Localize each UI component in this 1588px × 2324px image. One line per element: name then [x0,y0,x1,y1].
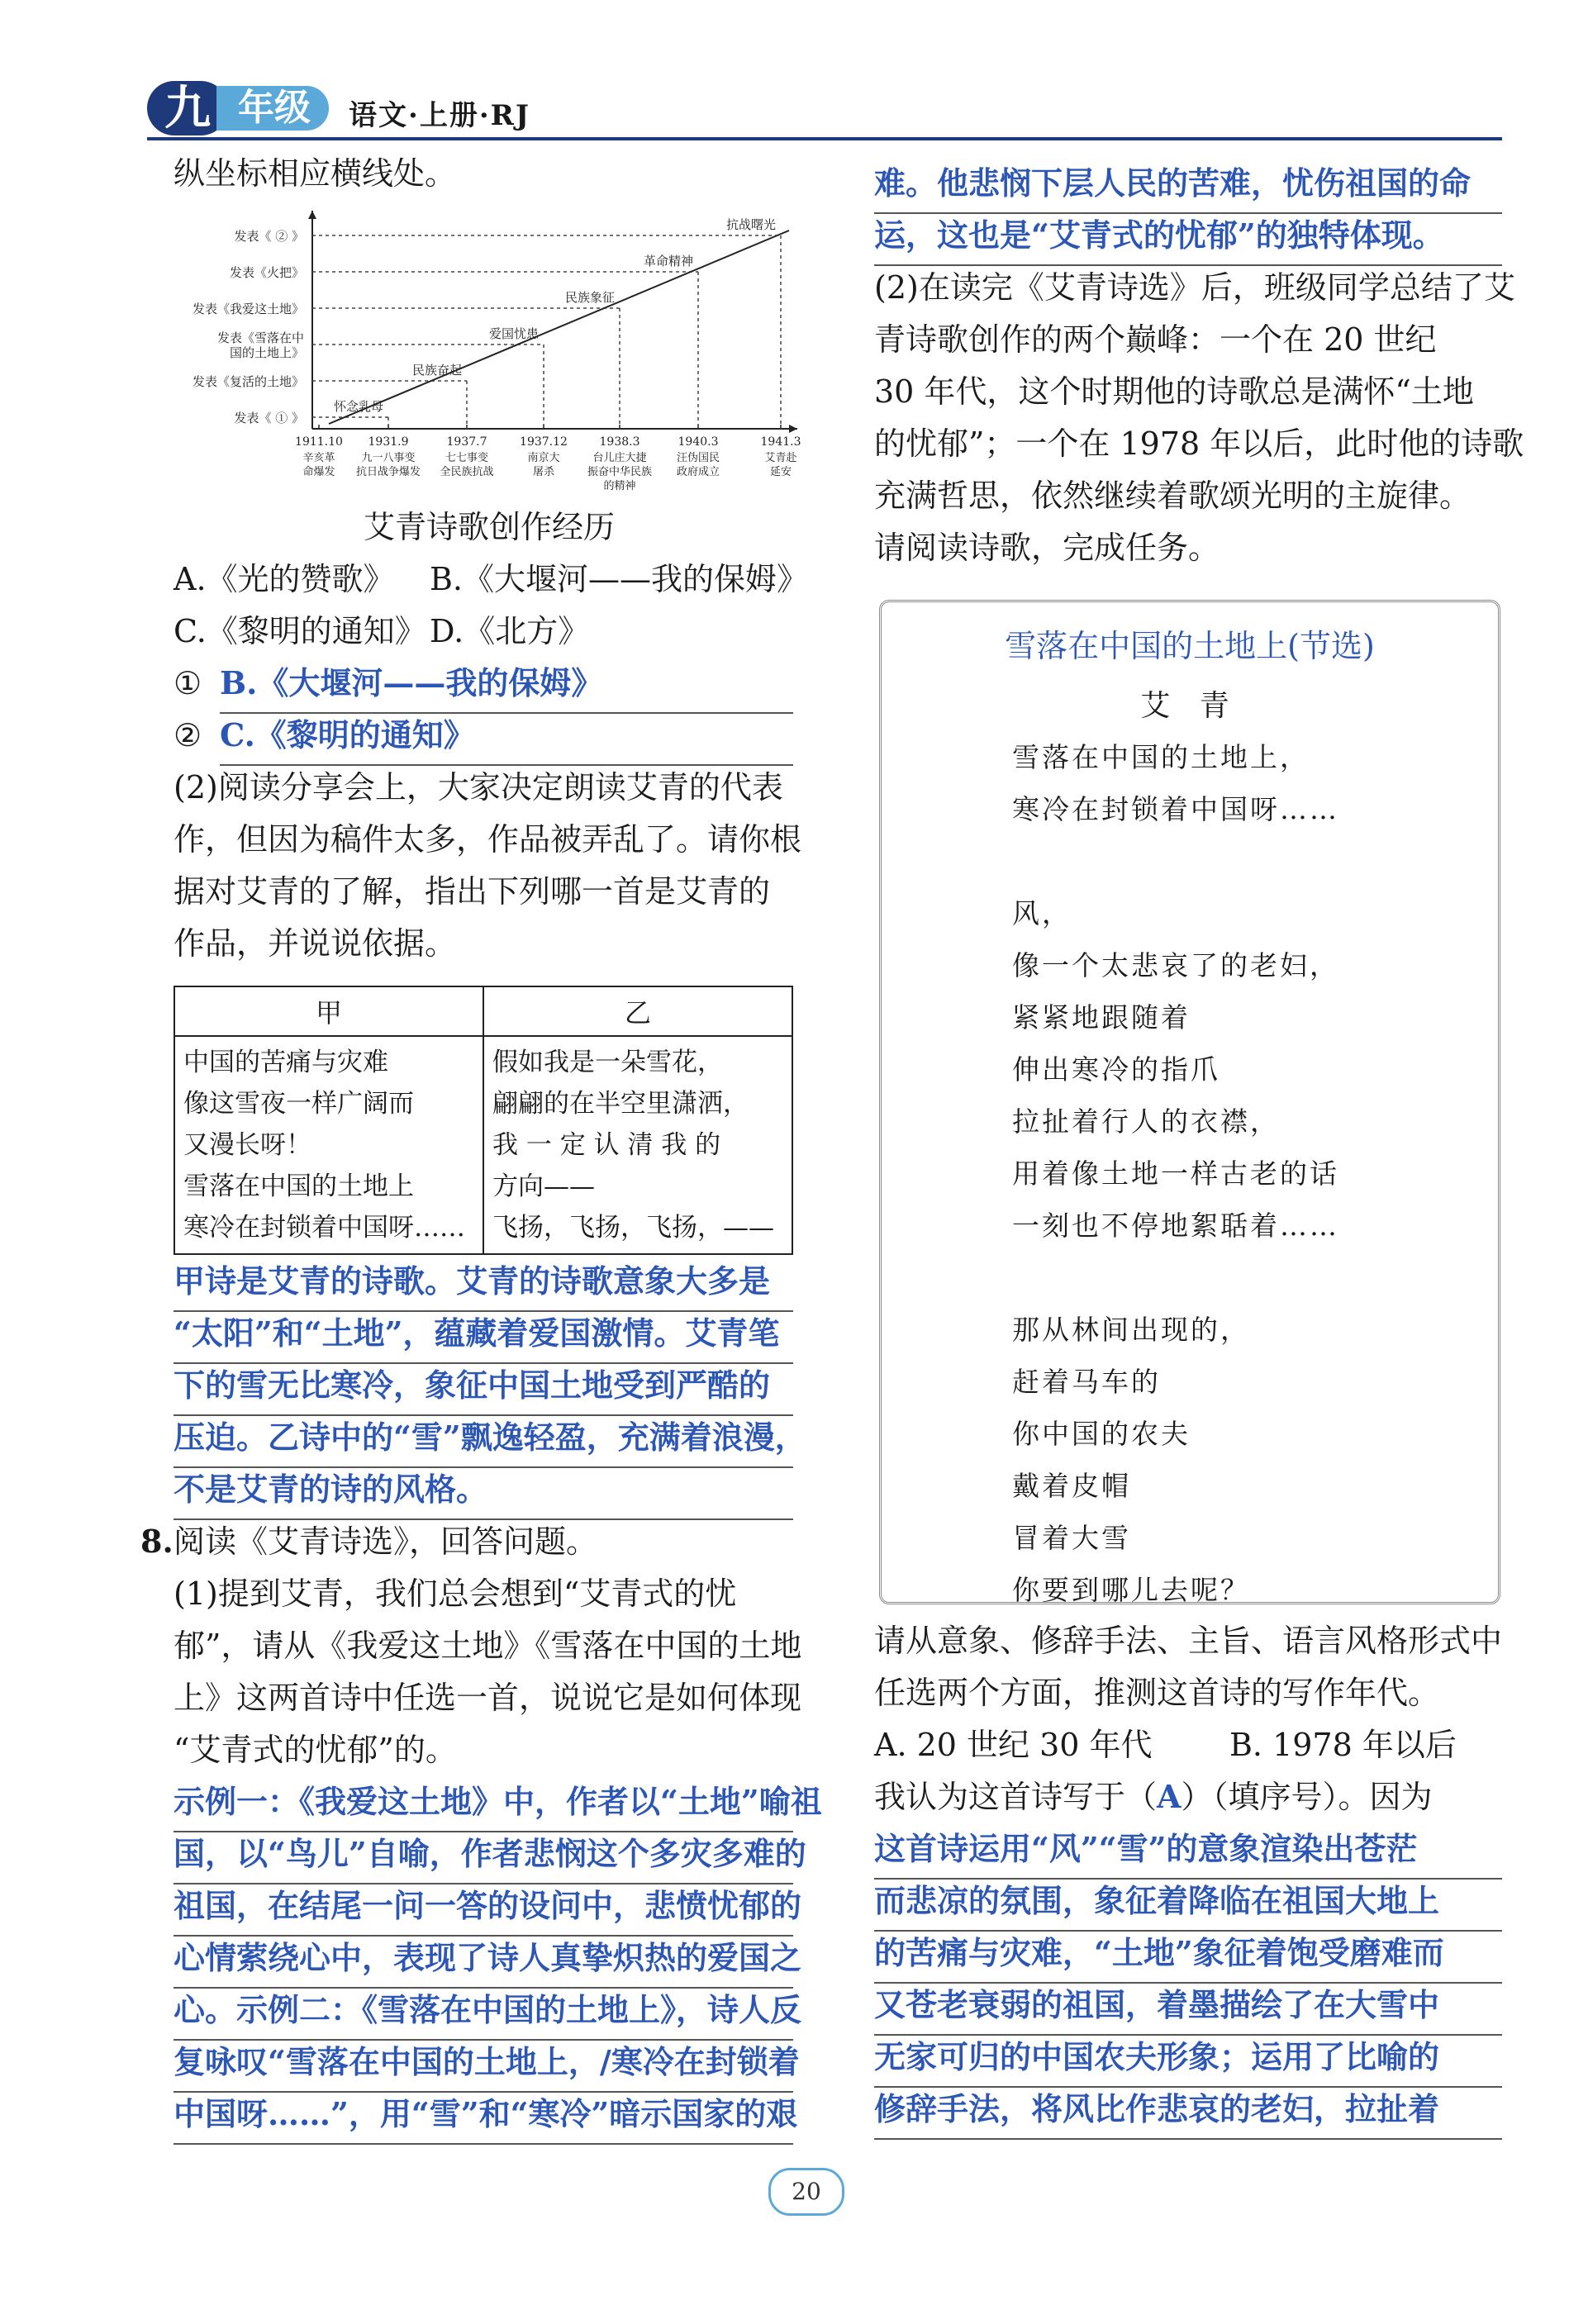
x-event-label-line: 的精神 [603,480,636,492]
table-cell-jia [174,1036,483,1254]
task-line: 请从意象、修辞手法、主旨、语言风格形式中 [874,1623,1503,1659]
x-event-label [302,452,335,478]
x-event-label-line: 艾青赴 [764,452,797,464]
x-event-label [677,451,720,478]
y-tick-label [234,411,304,425]
header-rule [147,137,1502,140]
x-tick-label: 1931.9 [368,435,409,449]
yi-line: 翩翩的在半空里潇洒， [492,1089,749,1119]
verse-line: 用着像土地一样古老的话 [1012,1157,1339,1190]
verse-line: 一刻也不停地絮聒着…… [1012,1210,1339,1242]
answer-q8-1-line: 国，以“鸟儿”自喻，作者悲悯这个多灾多难的 [174,1835,806,1872]
table-cell-yi [483,1036,792,1254]
q8-1-line: 上》这两首诗中任选一首，说说它是如何体现 [174,1680,802,1716]
jia-line: 雪落在中国的土地上 [183,1172,414,1201]
verse-line: 伸出寒冷的指爪 [1012,1053,1220,1086]
x-tick-label: 1941.3 [760,435,801,449]
right-column-lower [874,1619,1502,2140]
x-event-label-line: 全民族抗战 [440,466,494,478]
answer-q8-1-line: 心情萦绕心中，表现了诗人真挚炽热的爱国之 [174,1939,802,1976]
x-event-label [356,451,421,478]
q8-2-line: 的忧郁”；一个在 1978 年以后，此时他的诗歌 [874,425,1524,462]
jia-line: 中国的苦痛与灾难 [183,1048,388,1077]
answer1-text: B.《大堰河——我的保姆》 [220,664,603,701]
answer-final-line: 又苍老衰弱的祖国，着墨描绘了在大雪中 [874,1986,1440,2023]
table-head-jia: 甲 [174,986,483,1036]
chart [174,204,801,505]
answer-final-line: 修辞手法，将风比作悲哀的老妇，拉扯着 [874,2090,1440,2127]
point-label: 民族奋起 [411,363,462,378]
y-tick-label [193,374,304,389]
verse-line: 赶着马车的 [1012,1366,1161,1398]
x-tick-label: 1911.10 [295,435,343,449]
x-event-label-line: 辛亥革 [302,452,335,464]
q2-line: 作品，并说说依据。 [174,925,457,962]
point-label: 爱国忧患 [488,326,539,341]
yi-line: 方向—— [492,1172,595,1201]
verse-line: 像一个太悲哀了的老妇， [1012,949,1339,981]
answer-final-line: 这首诗运用“风”“雪”的意象渲染出苍茫 [874,1830,1418,1867]
answer-q2-line: 甲诗是艾青的诗歌。艾青的诗歌意象大多是 [174,1262,771,1300]
page-number: 20 [768,2168,844,2216]
point-label: 民族象征 [564,290,615,305]
x-event-label-line: 抗日战争爆发 [355,466,421,478]
q8-2-line: 请阅读诗歌，完成任务。 [874,530,1220,566]
x-event-label-line: 汪伪国民 [676,452,720,464]
q8-1-line: “艾青式的忧郁”的。 [174,1732,457,1768]
q8-1-line: (1)提到艾青，我们总会想到“艾青式的忧 [174,1575,737,1612]
q8-2-line: 30 年代，这个时期他的诗歌总是满怀“土地 [874,373,1474,410]
y-tick-label-line: 国的土地上》 [229,345,304,360]
answer-final-line: 的苦痛与灾难，“土地”象征着饱受磨难而 [874,1934,1444,1971]
verse-line: 戴着皮帽 [1012,1470,1131,1502]
answer-q2-line: “太阳”和“土地”，蕴藏着爱国激情。艾青笔 [174,1314,780,1352]
verse-line: 你要到哪儿去呢？ [1012,1574,1250,1606]
choice-a: A. 20 世纪 30 年代 [874,1727,1153,1763]
chart-svg [174,204,801,501]
option-c: C.《黎明的通知》 [174,613,426,649]
subject-label: 语文·上册·RJ [349,99,531,132]
point-label: 革命精神 [643,254,693,269]
poem-author: 艾 青 [1140,689,1239,723]
answer-q8-1-line: 复咏叹“雪落在中国的土地上，/寒冷在封锁着 [174,2043,800,2080]
y-axis-arrow [308,211,316,219]
option-b: B.《大堰河——我的保姆》 [430,561,809,597]
answer-q2-line: 压迫。乙诗中的“雪”飘逸轻盈，充满着浪漫， [174,1419,806,1456]
verse-line: 你中国的农夫 [1012,1418,1191,1450]
answer2-mark: ② [174,717,202,753]
jia-line: 寒冷在封锁着中国呀…… [183,1213,465,1243]
poem-box [879,600,1500,1604]
answer-q2-line: 下的雪无比寒冷，象征中国土地受到严酷的 [174,1366,771,1404]
verse-line: 那从林间出现的， [1012,1314,1250,1346]
q8-title: 阅读《艾青诗选》，回答问题。 [174,1523,598,1560]
verse-line: 紧紧地跟随着 [1012,1001,1191,1034]
answer-final-line: 而悲凉的氛围，象征着降临在祖国大地上 [874,1882,1440,1919]
q8-2-line: 充满哲思，依然继续着歌颂光明的主旋律。 [874,478,1472,514]
jia-line: 又漫长呀！ [183,1130,311,1160]
verse-line: 雪落在中国的土地上， [1012,741,1310,773]
chart-caption: 艾青诗歌创作经历 [364,509,616,545]
grade-label: 年级 [216,86,329,131]
intro-text: 纵坐标相应横线处。 [174,155,457,192]
table-head-yi: 乙 [483,986,792,1036]
answer-q8-1-line: 示例一：《我爱这土地》中，作者以“土地”喻祖 [174,1783,822,1820]
x-event-label [587,451,652,492]
answer-final-line: 无家可归的中国农夫形象；运用了比喻的 [874,2038,1440,2075]
x-event-label-line: 命爆发 [302,466,335,478]
x-event-label [440,451,493,478]
pick-line [874,1771,1433,1823]
q2-line: (2)阅读分享会上，大家决定朗读艾青的代表 [174,769,783,806]
trend-line [329,230,789,424]
poem-title-note: (节选) [1287,628,1375,664]
answer-q2-line: 不是艾青的诗的风格。 [174,1471,488,1508]
y-tick-label [193,302,304,316]
verse-line: 风， [1012,897,1072,929]
q8-2-line: (2)在读完《艾青诗选》后，班级同学总结了艾 [874,269,1515,306]
yi-line: 我 一 定 认 清 我 的 [492,1130,721,1160]
answer-q8-1-line: 心。示例二：《雪落在中国的土地上》，诗人反 [174,1991,802,2028]
q8-number: 8. [140,1523,174,1560]
answer-q8-1-line: 中国呀……”，用“雪”和“寒冷”暗示国家的艰 [174,2095,798,2132]
jia-line: 像这雪夜一样广阔而 [183,1089,414,1119]
x-event-label-line: 台儿庄大捷 [592,452,647,464]
x-event-label-line: 政府成立 [676,466,720,478]
option-a: A.《光的赞歌》 [174,561,395,597]
x-event-label-line: 屠杀 [532,466,555,478]
y-tick-label-line: 发表《我爱这土地》 [192,302,304,316]
option-d: D.《北方》 [430,613,590,649]
y-tick-label-line: 发表《 ① 》 [234,411,304,425]
x-event-label-line: 振奋中华民族 [587,466,653,478]
y-tick-label-line: 发表《复活的土地》 [192,374,304,389]
verse-line: 拉扯着行人的衣襟， [1012,1105,1280,1138]
y-tick-label-line: 发表《雪落在中 [216,330,304,345]
choice-b: B. 1978 年以后 [1229,1727,1457,1763]
y-tick-label-line: 发表《 ② 》 [234,229,304,244]
answer-cont-line: 运，这也是“艾青式的忧郁”的独特体现。 [874,216,1444,254]
yi-line: 假如我是一朵雪花， [492,1048,723,1077]
x-event-label-line: 延安 [769,466,792,478]
pick-prefix: 我认为这首诗写于（ [874,1779,1158,1815]
q2-line: 据对艾青的了解，指出下列哪一首是艾青的 [174,873,771,910]
answer1-mark: ① [174,665,202,701]
y-tick-label [217,330,304,360]
x-event-label-line: 九一八事变 [361,452,416,464]
answer-q8-1-line: 祖国，在结尾一问一答的设问中，悲愤忧郁的 [174,1887,802,1924]
pick-suffix: ）（填序号）。因为 [1181,1779,1433,1815]
q2-line: 作，但因为稿件太多，作品被弄乱了。请你根 [174,821,802,858]
x-event-label [527,451,559,478]
y-tick-label-line: 发表《火把》 [229,265,304,280]
poem-title: 雪落在中国的土地上 [1005,628,1288,664]
x-tick-label: 1940.3 [678,435,719,449]
point-label: 怀念乳母 [333,399,383,414]
answer-cont-line: 难。他悲悯下层人民的苦难，忧伤祖国的命 [874,164,1472,202]
x-event-label [764,451,796,478]
right-column [874,162,1524,578]
x-tick-label: 1937.12 [520,435,568,449]
q8-2-line: 青诗歌创作的两个巅峰：一个在 20 世纪 [874,321,1437,358]
grade-badge: 九 [147,81,228,135]
q8-1-line: 郁”，请从《我爱这土地》《雪落在中国的土地 [174,1628,802,1664]
left-column [140,152,822,2145]
x-axis-arrow [789,425,797,433]
x-tick-label: 1938.3 [599,435,640,449]
x-event-label-line: 南京大 [527,452,560,464]
verse-line: 寒冷在封锁着中国呀…… [1012,793,1339,825]
task-line: 任选两个方面，推测这首诗的写作年代。 [874,1675,1440,1711]
verse-line: 冒着大雪 [1012,1522,1131,1554]
answer2-text: C.《黎明的通知》 [220,716,475,753]
x-tick-label: 1937.7 [446,435,487,449]
poem-title-row [882,620,1498,666]
y-tick-label [230,265,304,280]
y-tick-label [234,229,304,244]
yi-line: 飞扬，飞扬，飞扬，—— [492,1213,774,1243]
poem-compare-table [174,986,793,1255]
pick-answer: A [1157,1778,1181,1815]
x-event-label-line: 七七事变 [445,452,489,464]
point-label: 抗战曙光 [725,217,776,232]
